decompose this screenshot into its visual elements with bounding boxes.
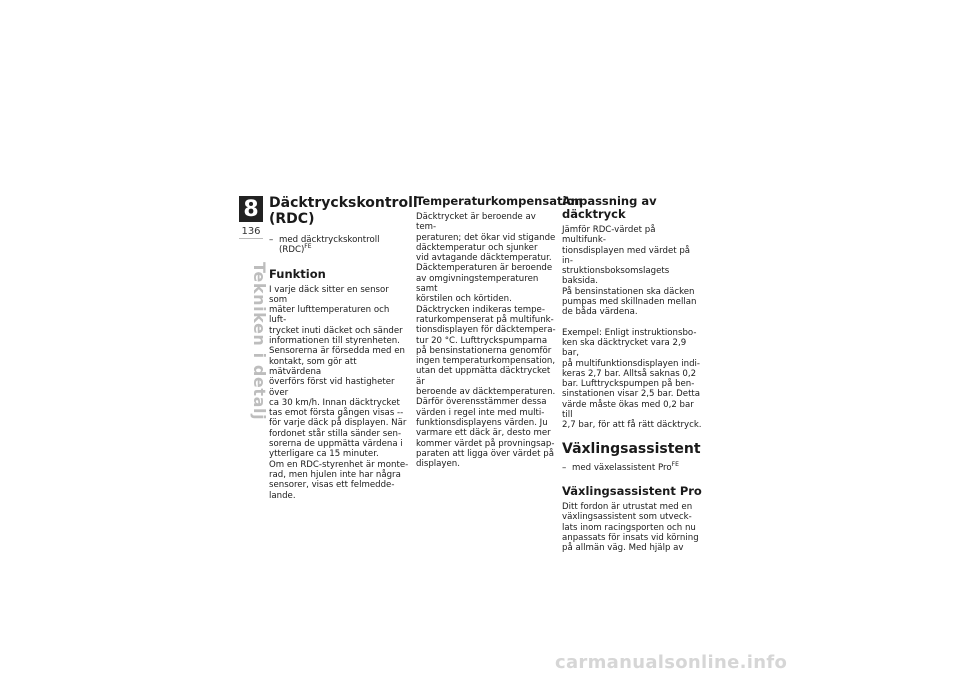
subheading-temperaturkompensation: Temperaturkompensation <box>416 194 583 208</box>
fe-superscript: FE <box>304 243 312 251</box>
text-line: pumpas med skillnaden mellan <box>562 297 697 308</box>
text-line: I varje däck sitter en sensor som <box>269 284 389 305</box>
text-line: på allmän väg. Med hjälp av <box>562 543 684 554</box>
bullet-text <box>279 235 380 256</box>
equipment-bullet-rdc <box>269 235 409 256</box>
text-line: Däcktrycket är beroende av tem- <box>416 212 536 233</box>
fe-superscript: FE <box>671 460 679 468</box>
text-line: ingen temperaturkompensation, <box>416 356 556 367</box>
text-line: 2,7 bar, för att få rätt däcktryck. <box>562 420 702 431</box>
text-line: ca 30 km/h. Innan däcktrycket <box>269 397 400 408</box>
text-line: lats inom racingsporten och nu <box>562 522 696 533</box>
dash-bullet-icon: – <box>269 235 274 245</box>
text-line: däcktemperatur och sjunker <box>416 242 538 253</box>
text-line: sensorer, visas ett felmedde- <box>269 480 395 491</box>
chapter-tab-divider <box>239 238 263 239</box>
text-line: mäter lufttemperaturen och luft- <box>269 305 390 326</box>
paragraph-funktion <box>269 285 409 501</box>
text-line: de båda värdena. <box>562 307 638 318</box>
text-line: lande. <box>269 490 296 501</box>
text-line: tionsdisplayen med värdet på in- <box>562 245 691 266</box>
text-line: ken ska däcktrycket vara 2,9 bar, <box>562 337 687 359</box>
text-line: värden i regel inte med multi- <box>416 407 545 418</box>
page-number: 136 <box>241 226 261 237</box>
text-line: bar. Lufttryckspumpen på ben- <box>562 379 695 390</box>
text-line: tas emot första gången visas -- <box>269 408 404 419</box>
text-line: av omgivningstemperaturen samt <box>416 273 539 295</box>
text-line: överförs först vid hastigheter över <box>269 377 395 398</box>
text-line: körstilen och körtiden. <box>416 294 512 305</box>
equipment-bullet-shift <box>562 460 702 473</box>
watermark-text: carmanualsonline.info <box>555 652 788 673</box>
bullet-text <box>572 460 679 473</box>
text-line: displayen. <box>416 459 460 470</box>
text-line: värde måste ökas med 0,2 bar till <box>562 399 694 421</box>
text-line: växlingsassistent som utveck- <box>562 512 692 523</box>
paragraph-temperaturkompensation <box>416 212 556 469</box>
text-line: fordonet står stilla sänder sen- <box>269 428 402 439</box>
text-line: sorerna de uppmätta värdena i <box>269 439 403 450</box>
text-line: utan det uppmätta däcktrycket är <box>416 366 551 387</box>
column-adjustment <box>562 195 702 553</box>
bullet-line: med växelassistent Pro <box>572 462 672 473</box>
bullet-line-2: (RDC) <box>279 245 305 256</box>
text-line: på multifunktionsdisplayen indi- <box>562 358 701 369</box>
subheading-anpassning: Anpassning av däcktryck <box>562 194 657 221</box>
text-line: Sensorerna är försedda med en <box>269 346 405 357</box>
text-line: informationen till styrenheten. <box>269 336 400 347</box>
column-rdc <box>269 195 418 501</box>
text-line: för varje däck på displayen. När <box>269 418 407 429</box>
text-line: vid avtagande däcktemperatur. <box>416 253 552 264</box>
section-title-vaxlingsassistent: Växlingsassistent <box>562 440 701 457</box>
dash-bullet-icon: – <box>562 462 567 473</box>
subheading-funktion: Funktion <box>269 266 326 281</box>
chapter-side-label: Tekniken i detalj <box>250 262 269 421</box>
text-line: peraturen; det ökar vid stigande <box>416 232 556 243</box>
text-line: beroende av däcktemperaturen. <box>416 387 556 398</box>
text-line: Exempel: Enligt instruktionsbo- <box>562 327 697 338</box>
text-line: anpassats för insats vid körning <box>562 532 699 543</box>
text-line: ytterligare ca 15 minuter. <box>269 449 379 460</box>
text-line: struktionsboksomslagets baksida. <box>562 266 670 287</box>
text-line: på bensinstationerna genomför <box>416 345 552 356</box>
text-line: funktionsdisplayens värden. Ju <box>416 417 548 428</box>
text-line: tur 20 °C. Lufttryckspumparna <box>416 335 548 346</box>
paragraph-anpassning-intro <box>562 225 702 318</box>
subheading-vaxlingsassistent-pro: Växlingsassistent Pro <box>562 483 702 498</box>
text-line: rad, men hjulen inte har några <box>269 469 401 480</box>
text-line: kontakt, som gör att mätvärdena <box>269 356 357 377</box>
text-line: raturkompenserat på multifunk- <box>416 314 554 325</box>
text-line: trycket inuti däcket och sänder <box>269 325 403 336</box>
text-line: keras 2,7 bar. Alltså saknas 0,2 <box>562 368 697 379</box>
text-line: tionsdisplayen för däcktempera- <box>416 325 556 336</box>
paragraph-vaxlingsassistent-pro <box>562 502 702 553</box>
bullet-line-1: med däcktryckskontroll <box>279 235 380 245</box>
chapter-number-badge: 8 <box>239 196 263 222</box>
text-line: Ditt fordon är utrustat med en <box>562 501 693 512</box>
text-line: Däcktemperaturen är beroende <box>416 263 553 274</box>
text-line: varmare ett däck är, desto mer <box>416 428 551 439</box>
text-line: paraten att ligga över värdet på <box>416 448 554 459</box>
section-title-rdc: Däcktryckskontroll (RDC) <box>269 195 418 227</box>
text-line: På bensinstationen ska däcken <box>562 286 695 297</box>
paragraph-anpassning-example <box>562 328 702 431</box>
text-line: sinstationen visar 2,5 bar. Detta <box>562 389 701 400</box>
text-line: Jämför RDC-värdet på multifunk- <box>562 225 656 246</box>
text-line: Om en RDC-styrenhet är monte- <box>269 459 409 470</box>
text-line: Därför överensstämmer dessa <box>416 397 547 408</box>
text-line: Däcktrycken indikeras tempe- <box>416 304 545 315</box>
column-temperature <box>416 194 583 470</box>
text-line: kommer värdet på provningsap- <box>416 438 555 449</box>
